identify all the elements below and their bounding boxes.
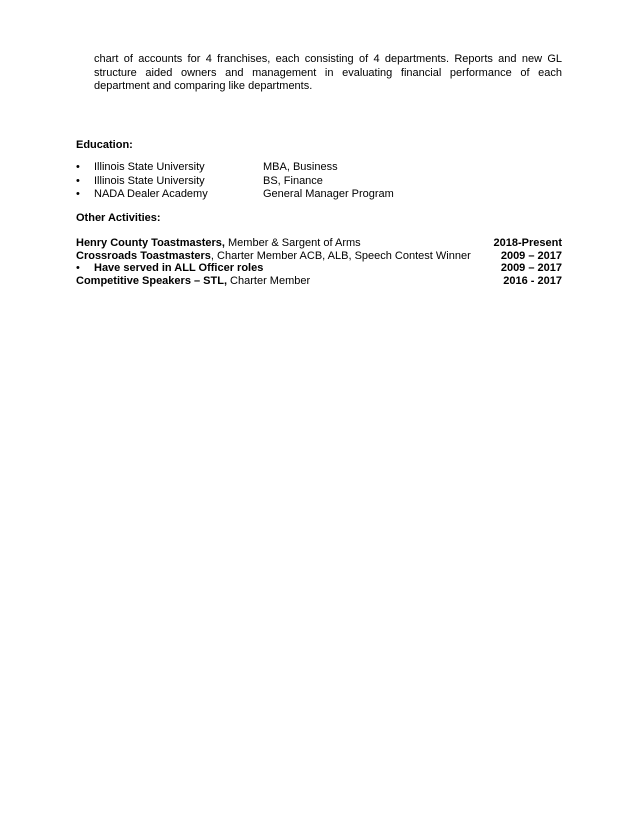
activity-org: Competitive Speakers – STL, <box>76 274 227 287</box>
activity-role: , Charter Member ACB, ALB, Speech Contest Winner <box>210 249 471 262</box>
bullet-icon: • <box>76 188 80 200</box>
education-degree: BS, Finance <box>263 174 323 187</box>
education-item <box>76 188 576 202</box>
activity-item <box>76 275 562 288</box>
activity-dates: 2009 – 2017 <box>500 262 562 274</box>
activity-item <box>76 262 562 275</box>
activity-dates: 2009 – 2017 <box>500 249 562 262</box>
activity-dates: 2018-Present <box>493 237 562 249</box>
activity-item <box>76 250 562 263</box>
education-item <box>76 175 576 189</box>
bullet-icon: • <box>76 174 80 187</box>
activity-org: Henry County Toastmasters, <box>76 237 225 249</box>
activity-org: Have served in ALL Officer roles <box>94 262 264 274</box>
education-degree: General Manager Program <box>263 188 394 200</box>
bullet-icon: • <box>76 262 80 274</box>
activity-role: Charter Member <box>227 274 311 287</box>
activity-dates: 2016 - 2017 <box>503 274 562 287</box>
education-school: Illinois State University <box>94 174 205 187</box>
education-degree: MBA, Business <box>263 161 338 173</box>
education-heading: Education: <box>76 139 133 151</box>
education-item <box>76 161 576 175</box>
activity-item <box>76 237 562 250</box>
activity-role: Member & Sargent of Arms <box>224 237 361 249</box>
activities-list <box>76 237 562 287</box>
bullet-icon: • <box>76 161 80 173</box>
education-list <box>76 161 576 202</box>
activity-org: Crossroads Toastmasters <box>76 249 211 262</box>
activities-heading: Other Activities: <box>76 212 161 224</box>
education-school: Illinois State University <box>94 161 205 173</box>
education-school: NADA Dealer Academy <box>94 188 208 200</box>
intro-paragraph: chart of accounts for 4 franchises, each consisting of 4 departments. Reports and new GL structure aided owners and management in evaluating financial performance of each department and comparing like departments. <box>94 53 562 92</box>
